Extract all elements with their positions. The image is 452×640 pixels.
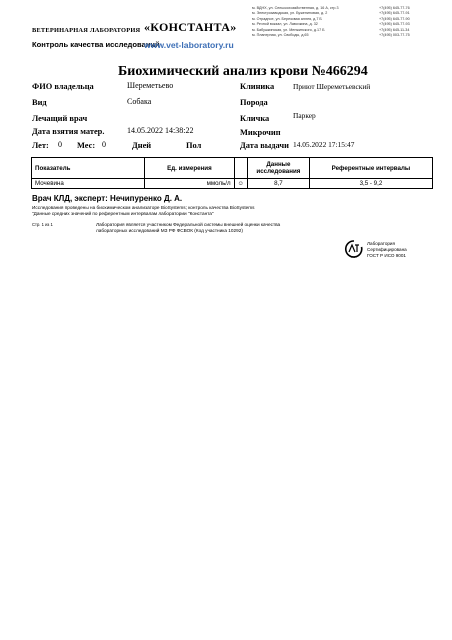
breed-label: Порода bbox=[240, 98, 268, 107]
address-row: м. Планерная, ул. Свободы, д.65 +7(495) 003-77-75 bbox=[252, 32, 410, 37]
page-number: Стр. 1 из 1 bbox=[32, 222, 53, 227]
vet-label: Лечащий врач bbox=[32, 114, 88, 123]
owner-label: ФИО владельца bbox=[32, 82, 94, 91]
lab-name: ВЕТЕРИНАРНАЯ ЛАБОРАТОРИЯ bbox=[32, 27, 141, 34]
lab-subtitle: Контроль качества исследований bbox=[32, 40, 160, 49]
page-title: Биохимический анализ крови №466294 bbox=[118, 64, 368, 79]
doctor-signature: Врач КЛД, эксперт: Нечипуренко Д. А. bbox=[32, 194, 183, 203]
issue-date-label: Дата выдачи bbox=[240, 141, 289, 150]
col-header-indicator: Показатель bbox=[32, 158, 145, 179]
table-row bbox=[32, 179, 433, 189]
nickname-label: Кличка bbox=[240, 114, 270, 123]
address-row: м. Отрадное, ул. Березовая аллея, д.7 Б +7(495) 645-77-90 bbox=[252, 16, 410, 21]
row-unit: ммоль/л bbox=[145, 179, 234, 189]
clinic-value: Приют Шереметьевский bbox=[293, 82, 371, 91]
cert-line-1: Лаборатория bbox=[367, 241, 395, 246]
cert-line-3: ГОСТ Р ИСО 9001 bbox=[367, 252, 406, 258]
rst-certification-logo-icon bbox=[344, 239, 364, 259]
row-indicator: Мочевина bbox=[32, 179, 145, 189]
microchip-label: Микрочип bbox=[240, 128, 281, 137]
address-row: м. ВДНХ, ул. Сельскохозяйственная, д. 16 А, стр.3 +7(495) 645-77-76 bbox=[252, 6, 410, 10]
address-row: м. Речной вокзал, ул. Лавочкина, д. 32 +7(495) 645-77-93 bbox=[252, 22, 410, 27]
col-header-flag bbox=[234, 158, 247, 179]
lab-brand: «КОНСТАНТА» bbox=[144, 20, 237, 34]
collect-date-label: Дата взятия матер. bbox=[32, 127, 105, 136]
rst-logo-text: РСТ bbox=[351, 255, 357, 259]
col-header-reference: Референтные интервалы bbox=[309, 158, 432, 179]
collect-date-value: 14.05.2022 14:38:22 bbox=[127, 126, 194, 135]
certification-text bbox=[367, 241, 407, 258]
species-value: Собака bbox=[127, 97, 152, 106]
participation-note-1: Лаборатория является участником Федеральной системы внешней оценки качества bbox=[96, 222, 281, 227]
col-header-result: Данные исследования bbox=[247, 158, 309, 179]
species-label: Вид bbox=[32, 98, 47, 107]
address-row: м. Электрозаводская, ул. Бужениновая, д. 2 +7(495) 645-77-91 bbox=[252, 11, 410, 16]
nickname-value: Паркер bbox=[293, 111, 316, 120]
branch-addresses bbox=[252, 6, 448, 38]
cert-line-2: Сертифицирована bbox=[367, 246, 407, 252]
lab-website-link[interactable]: www.vet-laboratory.ru bbox=[144, 40, 234, 50]
table-header-row bbox=[32, 158, 433, 179]
reference-note: "Данные средних значений по референтным интервалам лаборатории "Константа" bbox=[32, 211, 214, 216]
days-label: Дней bbox=[132, 141, 152, 150]
issue-date-value: 14.05.2022 17:15:47 bbox=[293, 140, 355, 149]
address-row: м. Бабушкинская, ул. Менжинского, д.17 Б +7(495) 645-11-34 bbox=[252, 27, 410, 32]
participation-note-2: лабораторных исследований МЗ РФ ФСВОК (Код участника 10292) bbox=[96, 228, 243, 233]
months-label: Мес: bbox=[77, 141, 96, 150]
smiley-icon: ☺ bbox=[234, 179, 247, 189]
owner-value: Шереметьево bbox=[127, 81, 174, 90]
analyzer-note: Исследования проведены на биохимическом анализаторе BioSystems; контроль качества BioSystems bbox=[32, 205, 255, 210]
results-table bbox=[31, 157, 433, 189]
col-header-unit: Ед. измерения bbox=[145, 158, 234, 179]
years-value: 0 bbox=[58, 140, 62, 149]
months-value: 0 bbox=[102, 140, 106, 149]
row-result: 8,7 bbox=[247, 179, 309, 189]
sex-label: Пол bbox=[186, 141, 202, 150]
clinic-label: Клиника bbox=[240, 82, 275, 91]
row-reference: 3,5 - 9,2 bbox=[309, 179, 432, 189]
years-label: Лет: bbox=[32, 141, 49, 150]
